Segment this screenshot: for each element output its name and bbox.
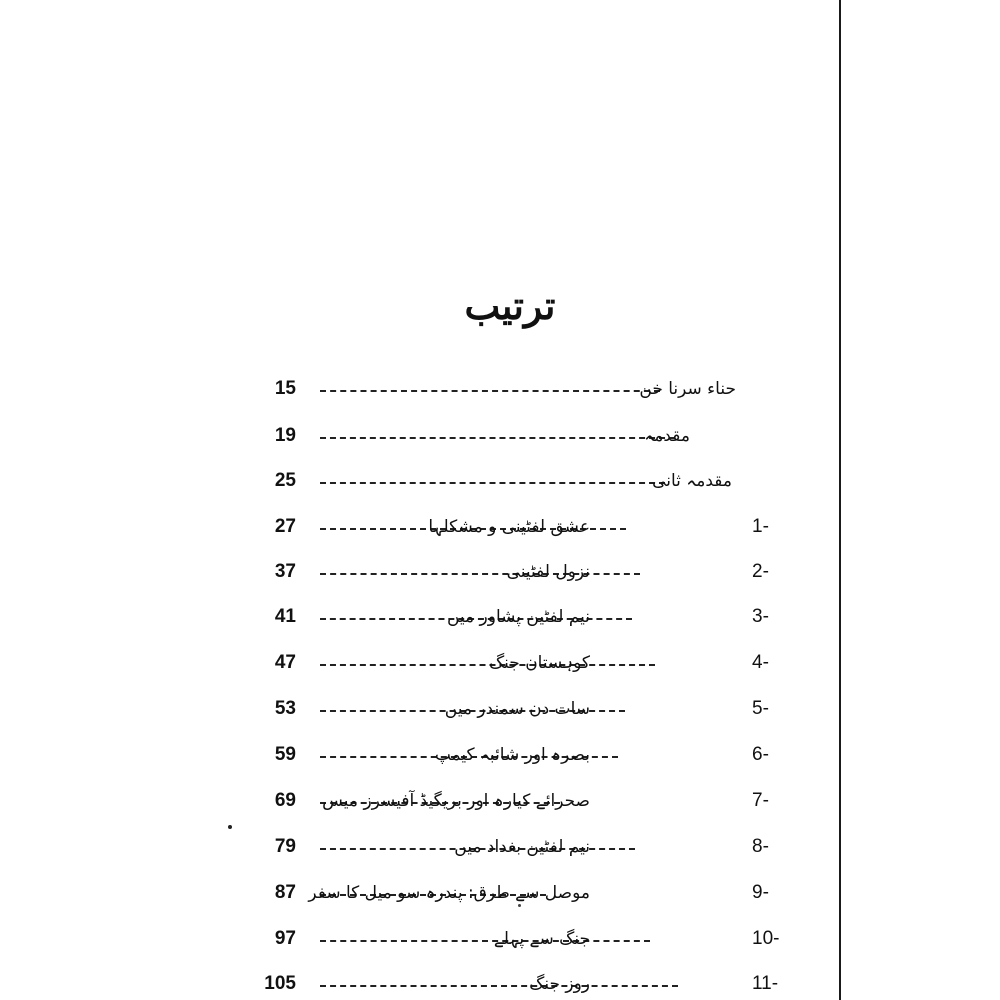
entry-number: 8- xyxy=(752,836,769,857)
entry-title: روز جنگ xyxy=(529,974,590,994)
toc-row xyxy=(0,643,840,683)
right-margin xyxy=(841,0,1000,1000)
entry-number: 3- xyxy=(752,606,769,627)
dotted-leader xyxy=(320,437,675,439)
toc-row xyxy=(0,873,840,913)
toc-row xyxy=(0,689,840,729)
toc-row xyxy=(0,416,840,456)
page-number: 79 xyxy=(274,836,296,857)
page-number: 69 xyxy=(274,790,296,811)
page-number: 25 xyxy=(274,470,296,491)
entry-title: نیم لفٹین بغداد میں xyxy=(454,837,590,857)
entry-title: مقدمہ xyxy=(644,426,690,446)
toc-row xyxy=(0,735,840,775)
ink-speck xyxy=(228,825,232,829)
entry-number: 1- xyxy=(752,516,769,537)
page-number: 41 xyxy=(274,606,296,627)
toc-title: ترتیب xyxy=(464,283,556,328)
entry-number: 9- xyxy=(752,882,769,903)
toc-row xyxy=(0,597,840,637)
entry-number: 11- xyxy=(752,973,779,994)
entry-number: 5- xyxy=(752,698,769,719)
dotted-leader xyxy=(320,573,640,575)
page-number: 37 xyxy=(274,561,296,582)
entry-title: جنگ سے پہلے xyxy=(493,929,590,949)
entry-number: 7- xyxy=(752,790,769,811)
toc-row xyxy=(0,369,840,409)
entry-title: مقدمہ ثانی xyxy=(652,471,732,491)
dotted-leader xyxy=(320,664,655,666)
toc-row xyxy=(0,552,840,592)
page-number: 53 xyxy=(274,698,296,719)
entry-title: موصل سے طرق: پندرہ سو میل کا سفر xyxy=(308,883,590,903)
entry-title: عشق لفٹینی و مشکلہا xyxy=(428,517,590,537)
entry-number: 6- xyxy=(752,744,769,765)
page-number: 27 xyxy=(274,516,296,537)
ink-speck xyxy=(518,904,521,907)
entry-title: سات دن سمندر میں xyxy=(444,699,590,719)
toc-row xyxy=(0,461,840,501)
page-number: 19 xyxy=(274,425,296,446)
page-number: 47 xyxy=(274,652,296,673)
dotted-leader xyxy=(320,482,665,484)
page-number: 59 xyxy=(274,744,296,765)
entry-title: حناء سرنا خن xyxy=(639,379,736,399)
page-number: 105 xyxy=(264,973,296,994)
entry-title: بصرہ اور شائبہ کیمپ xyxy=(434,745,590,765)
page-number: 97 xyxy=(274,928,296,949)
dotted-leader xyxy=(320,985,678,987)
page-number: 15 xyxy=(274,378,296,399)
toc-row xyxy=(0,781,840,821)
toc-row xyxy=(0,507,840,547)
entry-title: نزول لفٹینی xyxy=(506,562,590,582)
toc-row xyxy=(0,919,840,959)
entry-title: کوہستان جنگ xyxy=(488,653,590,673)
toc-row xyxy=(0,964,840,1000)
entry-number: 10- xyxy=(752,928,780,949)
entry-number: 4- xyxy=(752,652,769,673)
dotted-leader xyxy=(320,940,650,942)
dotted-leader xyxy=(320,390,660,392)
page-number: 87 xyxy=(274,882,296,903)
toc-row xyxy=(0,827,840,867)
entry-number: 2- xyxy=(752,561,769,582)
entry-title: صحرائے کیارہ اور بریگیڈ آفیسرز میس xyxy=(322,791,590,811)
entry-title: نیم لفٹین پشاور میں xyxy=(446,607,590,627)
